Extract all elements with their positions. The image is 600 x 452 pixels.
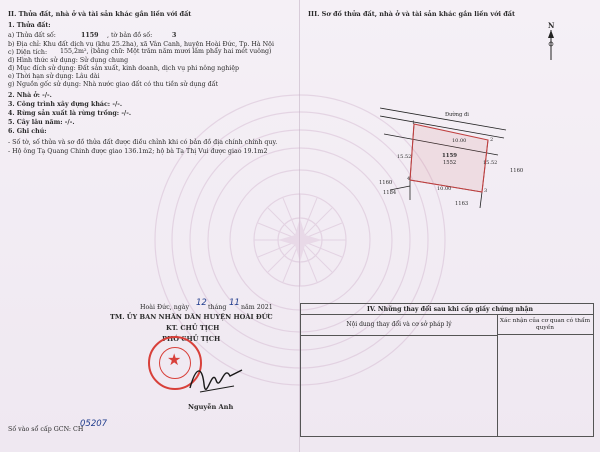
road-label: Đường đi bbox=[445, 112, 469, 118]
house-item: 2. Nhà ở: -/-. bbox=[8, 92, 52, 99]
neighbor-parcel-right: 1160 bbox=[510, 168, 524, 174]
dimension-left: 15.52 bbox=[397, 154, 412, 160]
parcel-area: 1552 bbox=[443, 160, 457, 166]
authority-role: KT. CHỦ TỊCH bbox=[166, 324, 220, 332]
parcel-heading: 1. Thửa đất: bbox=[8, 22, 51, 29]
confirmation-column bbox=[497, 315, 593, 436]
section-3-title: III. Sơ đồ thửa đất, nhà ở và tài sản khác gắn liền với đất bbox=[308, 10, 515, 18]
use-purpose: đ) Mục đích sử dụng: Đất sản xuất, kinh doanh, dịch vụ phi nông nghiệp bbox=[8, 65, 240, 72]
neighbor-parcel-bottom-left: 1184 bbox=[383, 190, 397, 196]
use-term: e) Thời hạn sử dụng: Lâu dài bbox=[8, 73, 100, 80]
neighbor-parcel-left: 1160 bbox=[379, 180, 393, 186]
note-1: - Số tờ, số thửa và sơ đồ thửa đất được điều chỉnh khi có bản đồ địa chính chính quy. bbox=[8, 139, 278, 146]
changes-table bbox=[300, 303, 594, 437]
perennial-item: 5. Cây lâu năm: -/-. bbox=[8, 119, 75, 126]
dimension-top: 10.00 bbox=[452, 138, 467, 144]
north-arrow-icon bbox=[546, 30, 556, 60]
changes-content-column bbox=[301, 315, 498, 436]
section-4-title: IV. Những thay đổi sau khi cấp giấy chứng nhận bbox=[301, 304, 593, 315]
use-form: d) Hình thức sử dụng: Sử dụng chung bbox=[8, 57, 129, 64]
parcel-number-label: a) Thửa đất số: bbox=[8, 32, 56, 39]
corner-2: 2 bbox=[490, 137, 494, 143]
date-place: Hoài Đức, ngày bbox=[140, 304, 190, 311]
section-2-title: II. Thửa đất, nhà ở và tài sản khác gắn liền với đất bbox=[8, 10, 192, 18]
parcel-id: 1159 bbox=[442, 153, 458, 159]
date-month-label: tháng bbox=[208, 304, 227, 311]
date-day: 12 bbox=[196, 298, 207, 308]
area-value: 155,2m², (bằng chữ: Một trăm năm mươi lăm phẩy hai mét vuông) bbox=[60, 48, 272, 55]
notes-heading: 6. Ghi chú: bbox=[8, 128, 47, 135]
address: b) Địa chỉ: Khu đất dịch vụ (khu 25.2ha), xã Vân Canh, huyện Hoài Đức, Tp. Hà Nội bbox=[8, 41, 274, 48]
map-sheet-label: , tờ bản đồ số: bbox=[107, 32, 153, 39]
dimension-right: 15.52 bbox=[483, 160, 498, 166]
corner-3: 3 bbox=[484, 188, 488, 194]
date-year: năm 2021 bbox=[241, 304, 273, 311]
official-red-seal: ★ bbox=[148, 336, 202, 390]
signer-name: Nguyễn Anh bbox=[188, 403, 234, 411]
registry-number: 05207 bbox=[80, 419, 108, 429]
use-origin: g) Nguồn gốc sử dụng: Nhà nước giao đất có thu tiền sử dụng đất bbox=[8, 81, 219, 88]
map-sheet-number: 3 bbox=[172, 32, 177, 39]
corner-4: 4 bbox=[407, 176, 411, 182]
issuing-authority: TM. ỦY BAN NHÂN DÂN HUYỆN HOÀI ĐỨC bbox=[110, 313, 273, 321]
signer-title: PHÓ CHỦ TỊCH bbox=[162, 335, 221, 343]
area-label: c) Diện tích: bbox=[8, 49, 48, 56]
signature bbox=[186, 358, 246, 398]
construction-item: 3. Công trình xây dựng khác: -/-. bbox=[8, 101, 123, 108]
north-label: N bbox=[548, 21, 555, 30]
confirmation-header: Xác nhận của cơ quan có thẩm quyền bbox=[497, 315, 593, 335]
note-2: - Hộ ông Tạ Quang Chinh được giao 136.1m2; hộ bà Tạ Thị Vui được giao 19.1m2 bbox=[8, 148, 268, 155]
corner-1: 1 bbox=[412, 120, 416, 126]
changes-content-header: Nội dung thay đổi và cơ sở pháp lý bbox=[301, 315, 497, 336]
neighbor-parcel-bottom: 1163 bbox=[455, 201, 469, 207]
registry-label: Số vào sổ cấp GCN: CH bbox=[8, 426, 84, 433]
forest-item: 4. Rừng sản xuất là rừng trồng: -/-. bbox=[8, 110, 132, 117]
parcel-number: 1159 bbox=[81, 32, 99, 39]
dimension-bottom: 10.00 bbox=[437, 186, 452, 192]
date-month: 11 bbox=[229, 298, 240, 308]
